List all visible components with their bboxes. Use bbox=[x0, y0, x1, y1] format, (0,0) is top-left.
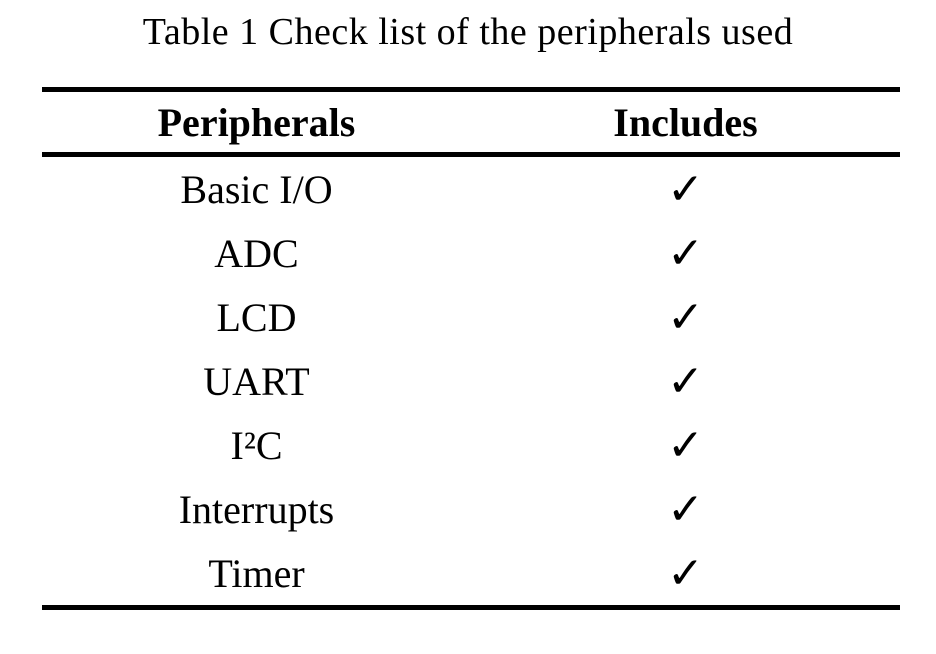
table-caption: Table 1 Check list of the peripherals used bbox=[142, 11, 794, 53]
table-header-row bbox=[42, 92, 900, 152]
table-row bbox=[42, 221, 900, 285]
check-mark-icon: ✓ bbox=[667, 419, 704, 471]
check-mark-icon: ✓ bbox=[667, 483, 704, 535]
peripheral-name: Interrupts bbox=[178, 486, 335, 532]
check-mark-icon: ✓ bbox=[667, 355, 704, 407]
table-row bbox=[42, 541, 900, 605]
table-row bbox=[42, 413, 900, 477]
check-mark-icon: ✓ bbox=[667, 227, 704, 279]
peripheral-name: LCD bbox=[216, 294, 297, 340]
peripheral-name: Timer bbox=[208, 550, 305, 596]
check-mark-icon: ✓ bbox=[667, 291, 704, 343]
table-row bbox=[42, 157, 900, 221]
table-bottom-rule bbox=[42, 605, 900, 610]
check-mark-icon: ✓ bbox=[667, 547, 704, 599]
table-row bbox=[42, 349, 900, 413]
table-row bbox=[42, 477, 900, 541]
check-mark-icon: ✓ bbox=[667, 163, 704, 215]
peripheral-name: ADC bbox=[214, 230, 299, 276]
table-row bbox=[42, 285, 900, 349]
column-header-peripherals: Peripherals bbox=[157, 99, 356, 145]
peripheral-name: I²C bbox=[230, 422, 283, 468]
column-header-includes: Includes bbox=[613, 99, 758, 145]
peripheral-name: Basic I/O bbox=[180, 166, 333, 212]
peripherals-table bbox=[42, 87, 900, 610]
peripheral-name: UART bbox=[203, 358, 310, 404]
